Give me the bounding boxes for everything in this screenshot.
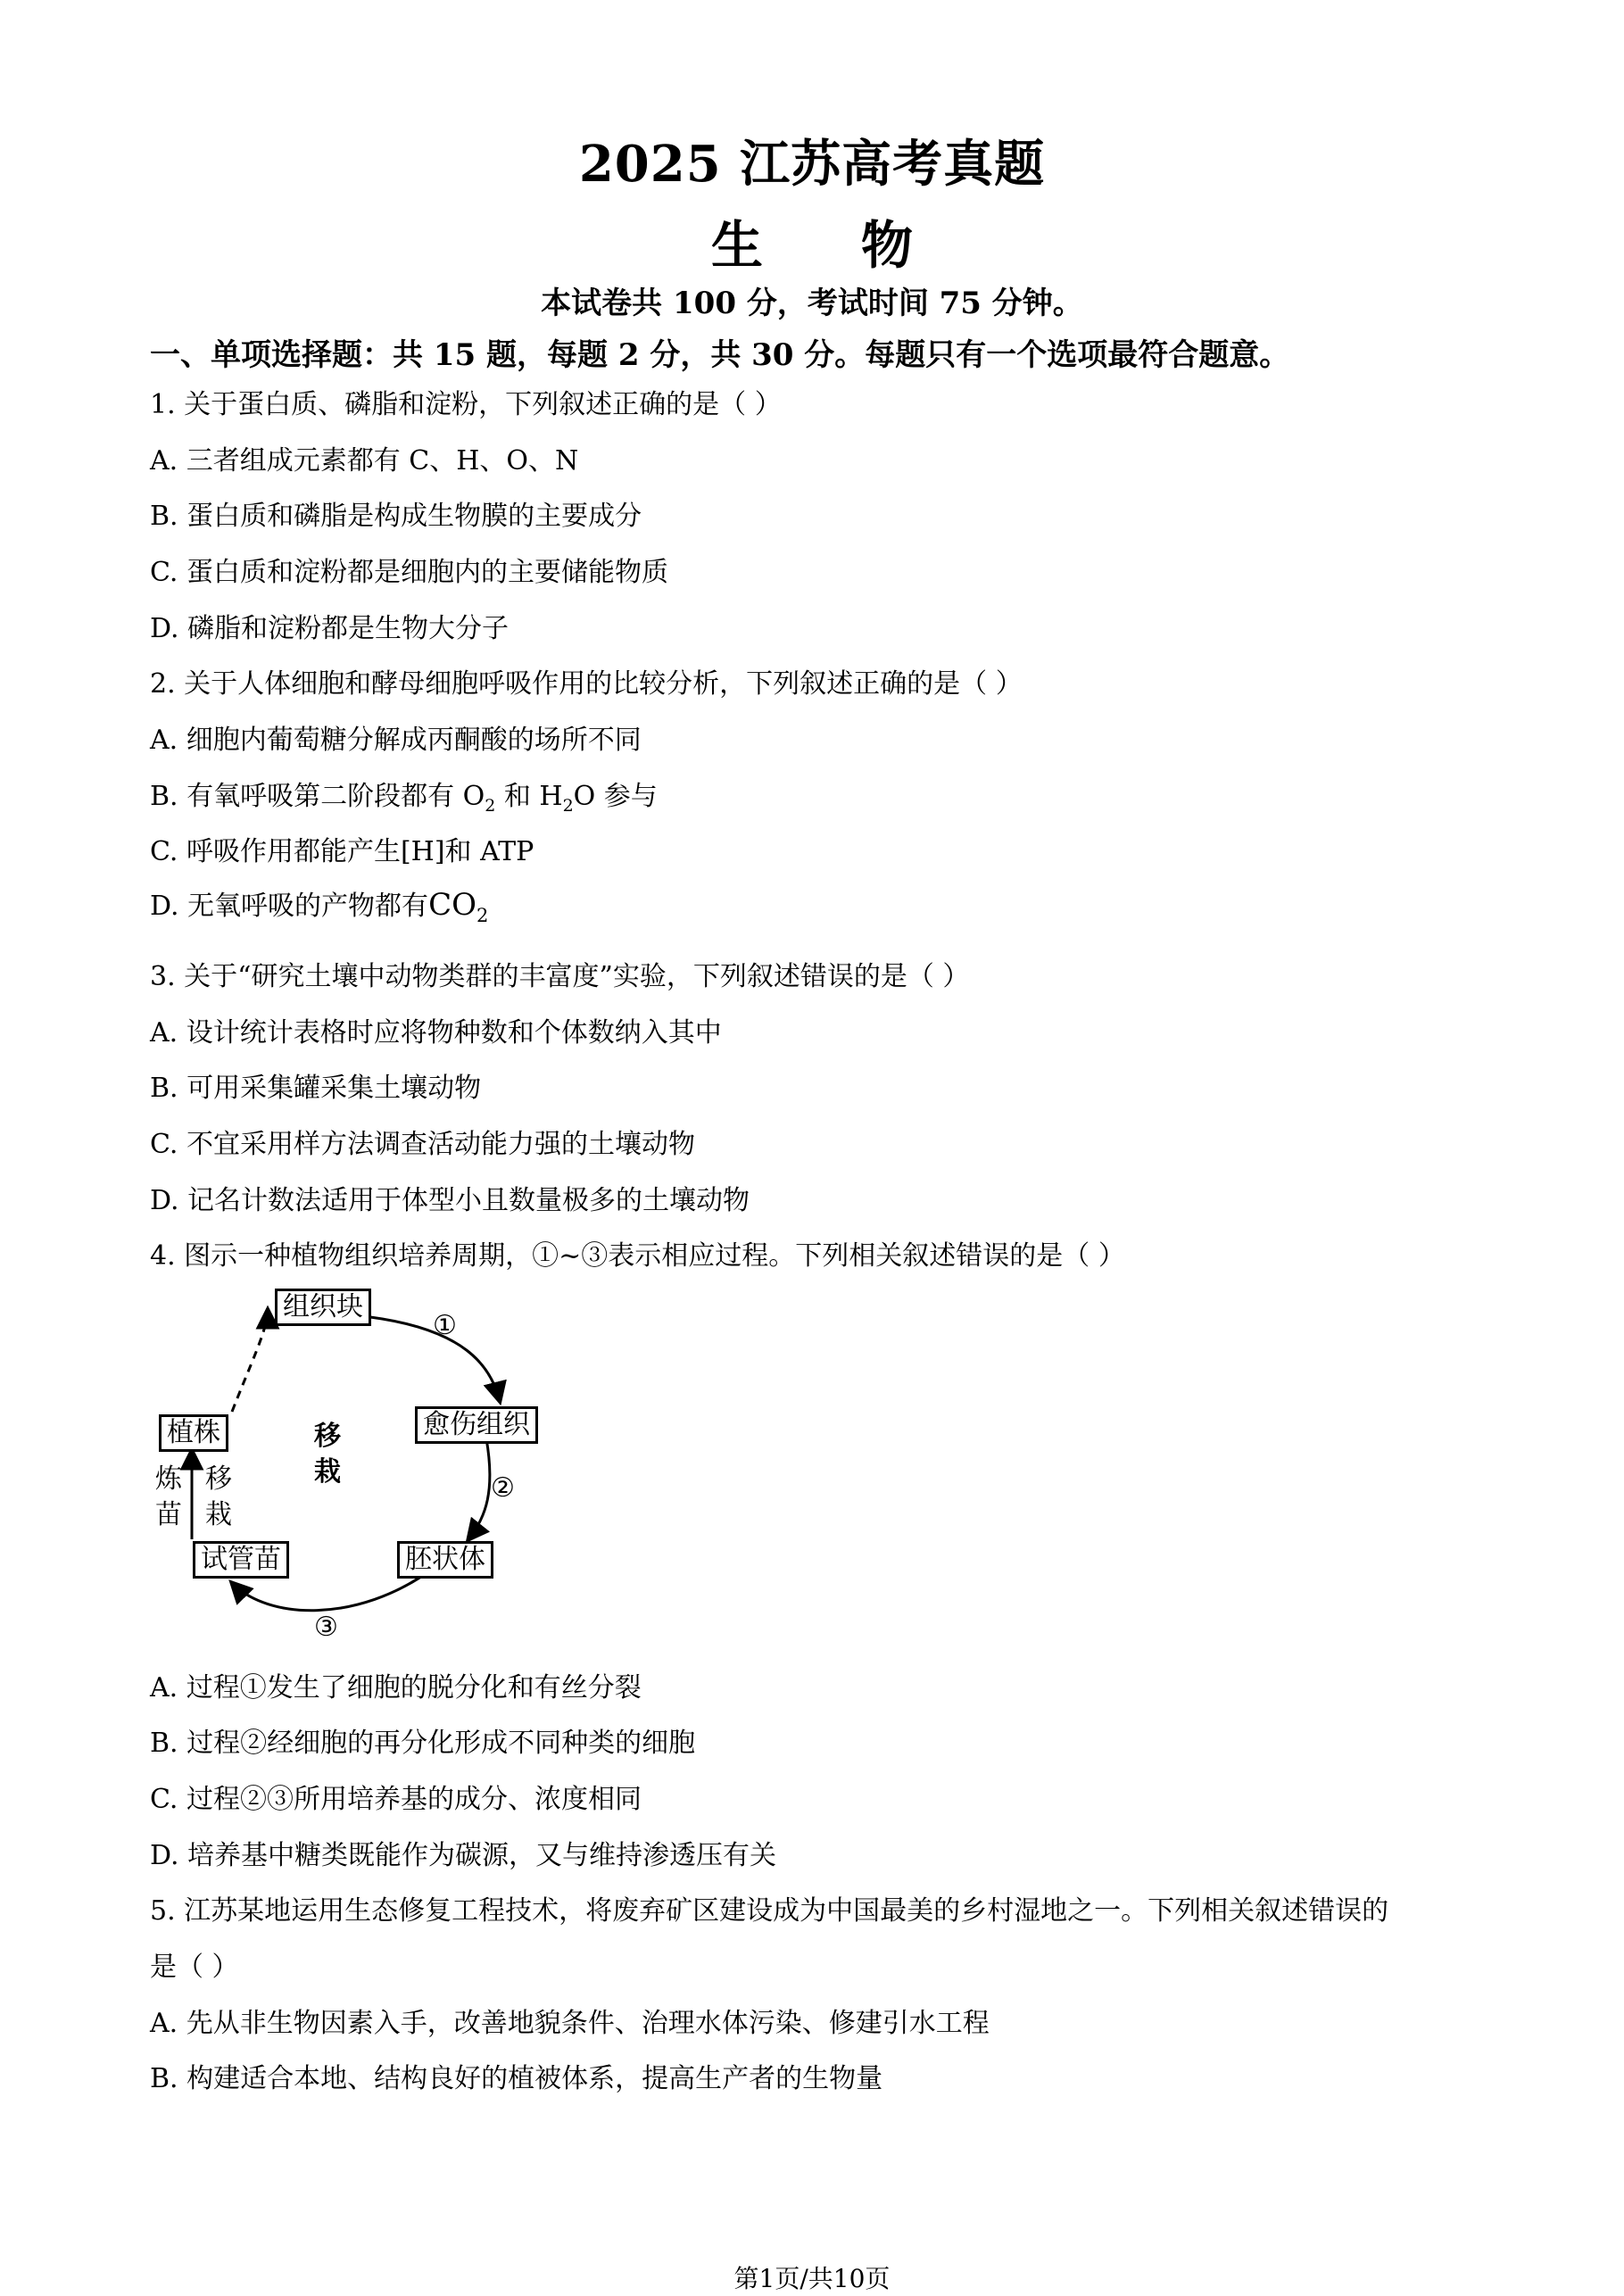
box-embryoid: 胚状体 [397, 1541, 493, 1579]
h2o-subscript: 2 [562, 796, 574, 816]
box-callus: 愈伤组织 [415, 1406, 538, 1444]
o2-subscript: 2 [485, 796, 496, 816]
question-1-option-c: C. 蛋白质和淀粉都是细胞内的主要储能物质 [150, 557, 668, 588]
box-plant: 植株 [159, 1414, 228, 1452]
question-1-stem: 1. 关于蛋白质、磷脂和淀粉，下列叙述正确的是（ ） [150, 389, 782, 420]
question-5-stem-continued: 是（ ） [150, 1952, 239, 1983]
question-4-option-d: D. 培养基中糖类既能作为碳源，又与维持渗透压有关 [150, 1840, 777, 1871]
question-1-option-d: D. 磷脂和淀粉都是生物大分子 [150, 613, 510, 644]
side-label-transplant-2: 栽 [205, 1499, 232, 1530]
question-3-stem: 3. 关于“研究土壤中动物类群的丰富度”实验，下列叙述错误的是（ ） [150, 961, 970, 992]
exam-info: 本试卷共 100 分，考试时间 75 分钟。 [541, 286, 1083, 321]
question-3-option-c: C. 不宜采用样方法调查活动能力强的土壤动物 [150, 1129, 695, 1160]
page-number: 第1页/共10页 [733, 2264, 891, 2293]
side-label-hardening-1: 炼 [155, 1463, 182, 1495]
question-2-option-a: A. 细胞内葡萄糖分解成丙酮酸的场所不同 [150, 725, 642, 756]
subject-char-1: 生 [710, 215, 763, 276]
question-3-option-b: B. 可用采集罐采集土壤动物 [150, 1073, 482, 1104]
label-process-1: ① [433, 1310, 457, 1341]
co2-subscript: 2 [476, 904, 489, 926]
question-3-option-a: A. 设计统计表格时应将物种数和个体数纳入其中 [150, 1017, 722, 1049]
label-process-2: ② [491, 1472, 515, 1504]
center-label-bottom: 栽 [314, 1456, 341, 1488]
question-5-option-b: B. 构建适合本地、结构良好的植被体系，提高生产者的生物量 [150, 2063, 883, 2094]
question-2-option-d [150, 883, 488, 926]
question-1-option-b: B. 蛋白质和磷脂是构成生物膜的主要成分 [150, 501, 642, 532]
label-process-3: ③ [314, 1612, 338, 1643]
question-4-option-a: A. 过程①发生了细胞的脱分化和有丝分裂 [150, 1672, 642, 1703]
option-b-text-1: B. 有氧呼吸第二阶段都有 O [150, 781, 485, 812]
question-4-option-b: B. 过程②经细胞的再分化形成不同种类的细胞 [150, 1728, 696, 1759]
question-1-option-a: A. 三者组成元素都有 C、H、O、N [150, 445, 579, 477]
question-3-option-d: D. 记名计数法适用于体型小且数量极多的土壤动物 [150, 1185, 750, 1216]
subject-char-2: 物 [861, 215, 914, 276]
question-5-stem: 5. 江苏某地运用生态修复工程技术，将废弃矿区建设成为中国最美的乡村湿地之一。下列相关叙述错误的 [150, 1895, 1389, 1927]
question-5-option-a: A. 先从非生物因素入手，改善地貌条件、治理水体污染、修建引水工程 [150, 2008, 990, 2039]
side-label-hardening-2: 苗 [155, 1499, 182, 1530]
question-2-stem: 2. 关于人体细胞和酵母细胞呼吸作用的比较分析，下列叙述正确的是（ ） [150, 668, 1023, 700]
option-b-text-2: 和 H [495, 781, 563, 812]
question-4-option-c: C. 过程②③所用培养基的成分、浓度相同 [150, 1784, 642, 1815]
section-heading: 一、单项选择题：共 15 题，每题 2 分，共 30 分。每题只有一个选项最符合题意。 [150, 337, 1290, 373]
tissue-culture-diagram [143, 1285, 571, 1660]
arrow-dashed-reuse [232, 1310, 268, 1412]
option-d-text: D. 无氧呼吸的产物都有 [150, 891, 429, 922]
co2-text: CO [428, 887, 476, 923]
center-label-top: 移 [314, 1421, 341, 1452]
box-test-tube-seedling: 试管苗 [193, 1541, 289, 1579]
question-4-stem: 4. 图示一种植物组织培养周期，①~③表示相应过程。下列相关叙述错误的是（ ） [150, 1240, 1125, 1272]
option-b-text-3: O 参与 [573, 781, 658, 812]
box-tissue-block: 组织块 [275, 1289, 371, 1326]
subject-title [0, 203, 1624, 278]
side-label-transplant-1: 移 [205, 1463, 232, 1495]
page-title: 2025 江苏高考真题 [578, 135, 1046, 194]
question-2-option-b [150, 774, 658, 816]
question-2-option-c: C. 呼吸作用都能产生[H]和 ATP [150, 836, 534, 867]
co2-formula [428, 887, 489, 926]
arrow-process-2 [468, 1438, 490, 1539]
